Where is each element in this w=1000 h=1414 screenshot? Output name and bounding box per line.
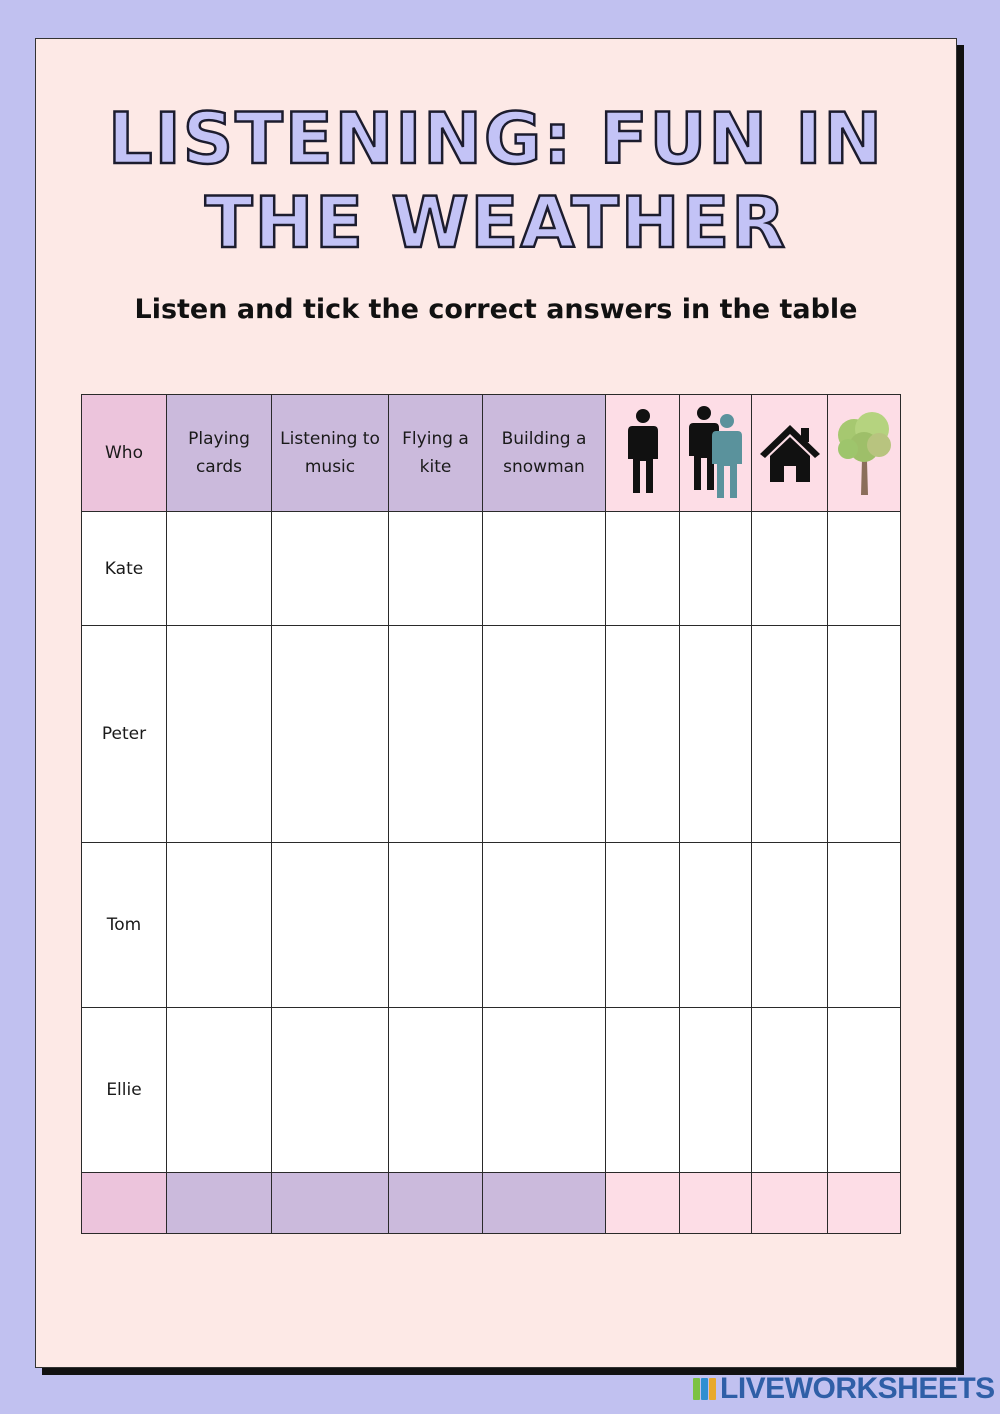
header-listening-to-music: Listening to music [272, 395, 389, 512]
tick-cell[interactable] [389, 512, 483, 626]
header-playing-cards: Playing cards [167, 395, 272, 512]
table-row [82, 843, 901, 1008]
footer-cell [483, 1173, 606, 1234]
header-outside [828, 395, 901, 512]
tick-cell[interactable] [752, 1008, 828, 1173]
person-alone-icon [606, 407, 679, 499]
tick-cell[interactable] [167, 512, 272, 626]
header-who: Who [82, 395, 167, 512]
row-name-kate: Kate [82, 512, 167, 626]
header-row [82, 395, 901, 512]
worksheet-page [35, 38, 957, 1368]
tick-cell[interactable] [606, 626, 680, 843]
tick-cell[interactable] [680, 843, 752, 1008]
house-icon [752, 422, 827, 484]
header-at-home [752, 395, 828, 512]
two-people-icon [680, 404, 751, 502]
tick-cell[interactable] [828, 1008, 901, 1173]
header-with-someone [680, 395, 752, 512]
tick-cell[interactable] [606, 512, 680, 626]
tick-cell[interactable] [752, 512, 828, 626]
liveworksheets-logo[interactable] [693, 1372, 995, 1406]
tree-icon [828, 409, 900, 497]
tick-cell[interactable] [680, 1008, 752, 1173]
header-alone [606, 395, 680, 512]
tick-cell[interactable] [680, 512, 752, 626]
footer-row [82, 1173, 901, 1234]
table-row [82, 1008, 901, 1173]
tick-cell[interactable] [606, 1008, 680, 1173]
tick-cell[interactable] [483, 843, 606, 1008]
tick-cell[interactable] [828, 512, 901, 626]
answer-table [81, 394, 901, 1234]
tick-cell[interactable] [483, 1008, 606, 1173]
tick-cell[interactable] [167, 843, 272, 1008]
tick-cell[interactable] [606, 843, 680, 1008]
tick-cell[interactable] [272, 626, 389, 843]
tick-cell[interactable] [828, 626, 901, 843]
tick-cell[interactable] [389, 1008, 483, 1173]
footer-cell [82, 1173, 167, 1234]
footer-cell [272, 1173, 389, 1234]
tick-cell[interactable] [483, 512, 606, 626]
tick-cell[interactable] [483, 626, 606, 843]
tick-cell[interactable] [828, 843, 901, 1008]
tick-cell[interactable] [272, 512, 389, 626]
row-name-peter: Peter [82, 626, 167, 843]
instruction-text: Listen and tick the correct answers in the table [134, 294, 858, 325]
tick-cell[interactable] [272, 843, 389, 1008]
footer-cell [606, 1173, 680, 1234]
header-flying-a-kite: Flying a kite [389, 395, 483, 512]
tick-cell[interactable] [167, 1008, 272, 1173]
table-row [82, 626, 901, 843]
tick-cell[interactable] [680, 626, 752, 843]
table-row [82, 512, 901, 626]
footer-cell [680, 1173, 752, 1234]
tick-cell[interactable] [752, 843, 828, 1008]
tick-cell[interactable] [167, 626, 272, 843]
footer-cell [828, 1173, 901, 1234]
tick-cell[interactable] [389, 843, 483, 1008]
logo-icon [693, 1378, 716, 1400]
footer-cell [752, 1173, 828, 1234]
row-name-ellie: Ellie [82, 1008, 167, 1173]
row-name-tom: Tom [82, 843, 167, 1008]
footer-cell [389, 1173, 483, 1234]
logo-text: LIVEWORKSHEETS [720, 1372, 995, 1405]
footer-cell [167, 1173, 272, 1234]
worksheet-title: LISTENING: FUN IN THE WEATHER [108, 98, 884, 264]
tick-cell[interactable] [389, 626, 483, 843]
tick-cell[interactable] [272, 1008, 389, 1173]
header-building-a-snowman: Building a snowman [483, 395, 606, 512]
tick-cell[interactable] [752, 626, 828, 843]
